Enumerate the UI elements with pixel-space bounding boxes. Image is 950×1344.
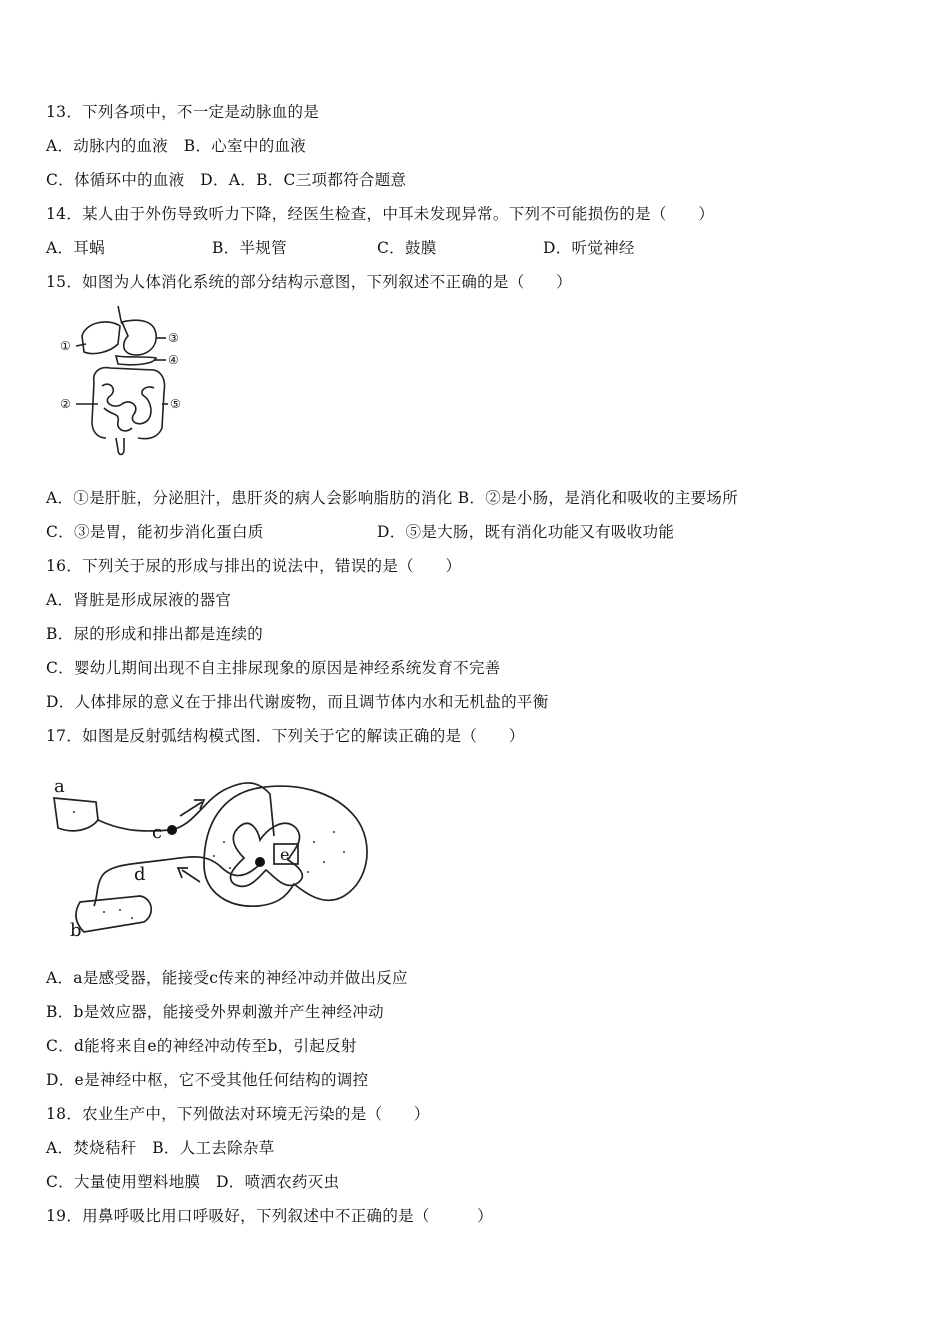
q18-options-row2 — [46, 1172, 339, 1192]
q15-stem: 15．如图为人体消化系统的部分结构示意图，下列叙述不正确的是（ ） — [46, 273, 572, 291]
q13-options-row2 — [46, 170, 406, 190]
figure17-label-c: c — [152, 822, 163, 843]
digestive-system-figure — [58, 300, 198, 460]
q18-stem: 18．农业生产中，下列做法对环境无污染的是（ ） — [46, 1105, 430, 1123]
q18-option-b: B．人工去除杂草 — [152, 1139, 275, 1157]
q18-option-c: C．大量使用塑料地膜 — [46, 1173, 201, 1191]
q16-option-d: D．人体排尿的意义在于排出代谢废物，而且调节体内水和无机盐的平衡 — [46, 693, 549, 711]
q13-option-c: C．体循环中的血液 — [46, 171, 185, 189]
q14-stem: 14．某人由于外伤导致听力下降，经医生检查，中耳未发现异常。下列不可能损伤的是（ ） — [46, 205, 715, 223]
q19-stem: 19．用鼻呼吸比用口呼吸好，下列叙述中不正确的是（ ） — [46, 1207, 493, 1225]
q14-option-c: C．鼓膜 — [377, 239, 437, 257]
q13-option-a: A．动脉内的血液 — [46, 137, 169, 155]
q17-option-d: D．e是神经中枢，它不受其他任何结构的调控 — [46, 1071, 369, 1089]
stomach-shape — [122, 320, 156, 355]
figure17-label-e: e — [280, 845, 290, 864]
q13-option-b: B．心室中的血液 — [183, 137, 307, 155]
q15-option-b: B．②是小肠，是消化和吸收的主要场所 — [457, 489, 739, 507]
grey-matter-shape — [231, 823, 303, 886]
q17-option-a: A．a是感受器，能接受c传来的神经冲动并做出反应 — [46, 969, 408, 987]
pancreas-shape — [116, 356, 156, 365]
effector-shape — [76, 896, 151, 932]
figure15-label-5: ⑤ — [170, 397, 181, 411]
figure17-label-b: b — [70, 920, 82, 941]
q13-options-row1 — [46, 136, 306, 156]
q13-option-d: D．A．B．C三项都符合题意 — [200, 171, 407, 189]
q17-option-c: C．d能将来自e的神经冲动传至b，引起反射 — [46, 1037, 357, 1055]
q14-option-b: B．半规管 — [212, 239, 287, 257]
figure17-label-a: a — [54, 776, 65, 797]
rectum-shape — [116, 438, 124, 455]
q14-option-d: D．听觉神经 — [543, 239, 635, 257]
figure15-label-2: ② — [60, 397, 71, 411]
reflex-arc-figure — [44, 772, 384, 950]
q16-option-a: A．肾脏是形成尿液的器官 — [46, 591, 232, 609]
q17-stem: 17．如图是反射弧结构模式图．下列关于它的解读正确的是（ ） — [46, 727, 525, 745]
q16-option-b: B．尿的形成和排出都是连续的 — [46, 625, 264, 643]
q18-options-row1 — [46, 1138, 274, 1158]
ganglion-c-dot — [167, 825, 177, 835]
esophagus-shape — [118, 306, 122, 324]
q15-option-c: C．③是胃，能初步消化蛋白质 — [46, 523, 264, 541]
figure15-label-1: ① — [60, 339, 71, 353]
q15-option-a: A．①是肝脏，分泌胆汁，患肝炎的病人会影响脂肪的消化 — [46, 489, 453, 507]
figure15-label-4: ④ — [168, 353, 179, 367]
q15-option-d: D．⑤是大肠，既有消化功能又有吸收功能 — [377, 523, 675, 541]
figure17-label-d: d — [134, 864, 146, 885]
figure15-label-3: ③ — [168, 331, 179, 345]
q13-stem: 13．下列各项中，不一定是动脉血的是 — [46, 103, 320, 121]
liver-shape — [82, 322, 120, 354]
q16-option-c: C．婴幼儿期间出现不自主排尿现象的原因是神经系统发育不完善 — [46, 659, 501, 677]
q14-option-a: A．耳蜗 — [46, 239, 105, 257]
q18-option-a: A．焚烧秸秆 — [46, 1139, 137, 1157]
large-intestine-shape — [94, 368, 165, 439]
small-intestine-shape — [102, 384, 154, 424]
q17-option-b: B．b是效应器，能接受外界刺激并产生神经冲动 — [46, 1003, 384, 1021]
q16-stem: 16．下列关于尿的形成与排出的说法中，错误的是（ ） — [46, 557, 462, 575]
receptor-shape — [54, 798, 98, 831]
neuron-body-dot — [255, 857, 265, 867]
q15-options-row1 — [46, 488, 738, 508]
q18-option-d: D．喷洒农药灭虫 — [216, 1173, 340, 1191]
